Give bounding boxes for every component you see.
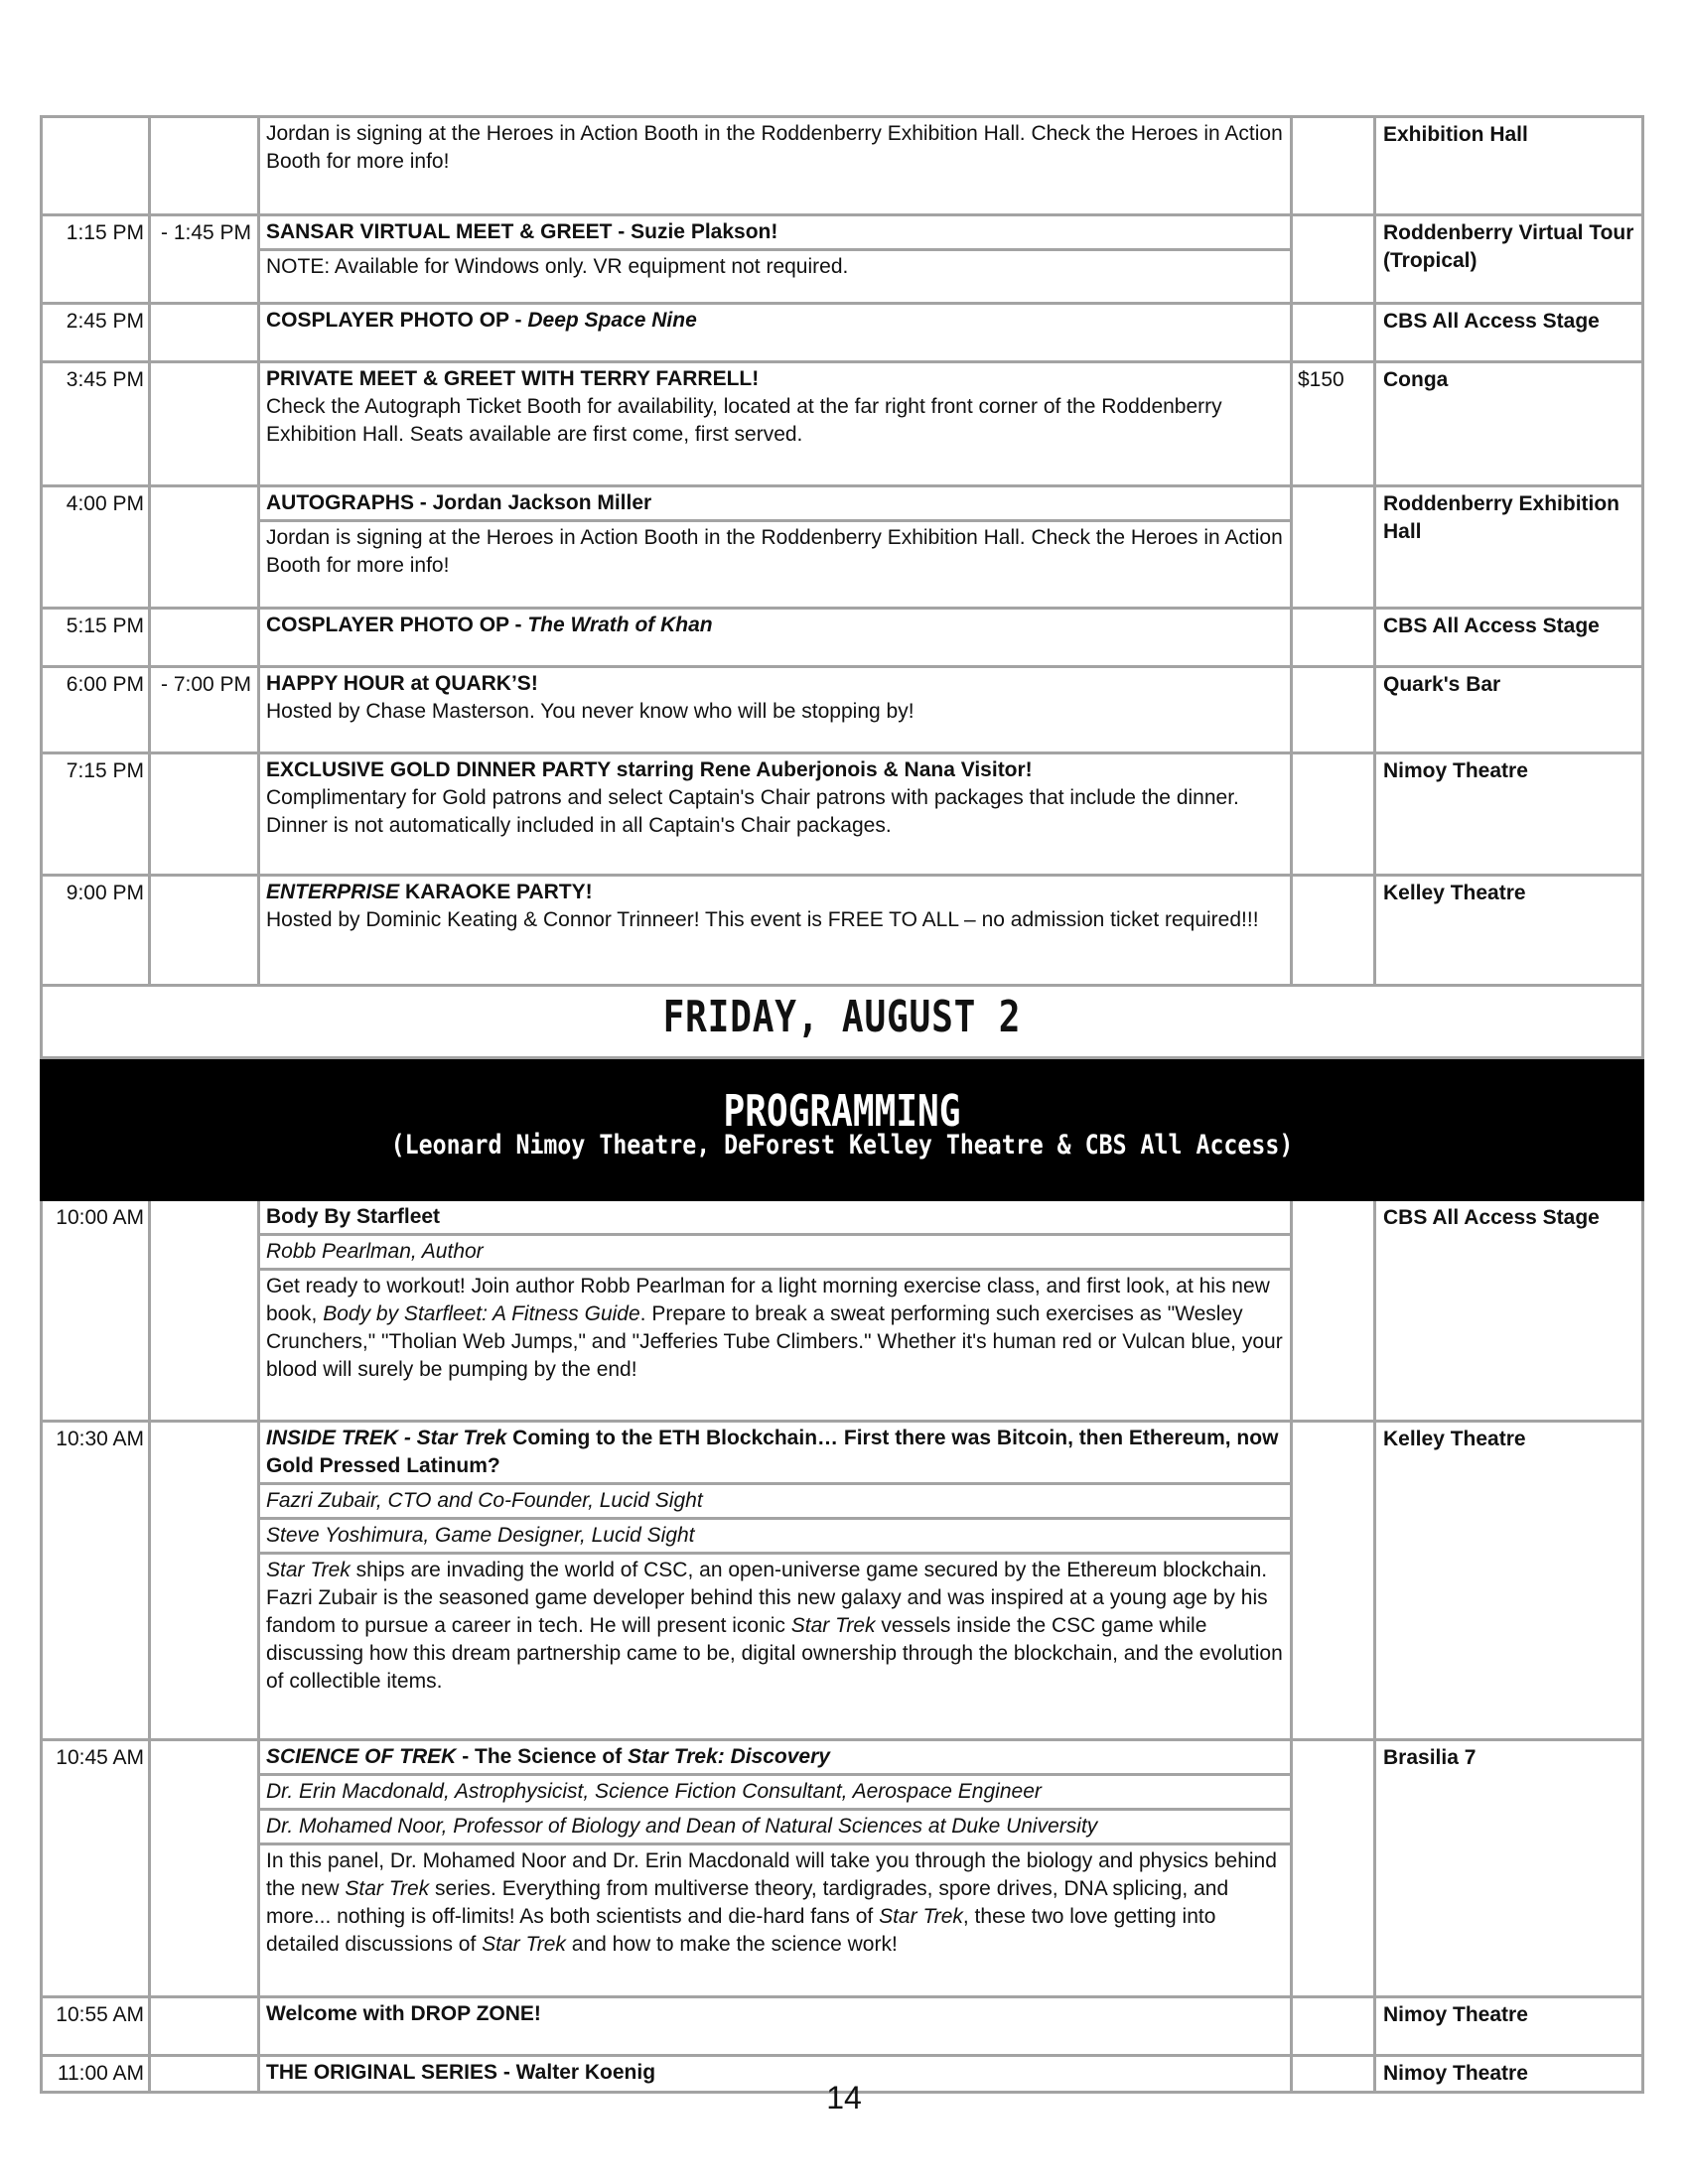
event-cell [259, 486, 1292, 609]
table-row [42, 215, 1643, 304]
day-heading: FRIDAY, AUGUST 2 [662, 992, 1022, 1042]
event-cell [259, 753, 1292, 876]
event-title: AUTOGRAPHS - Jordan Jackson Miller [260, 487, 1290, 522]
event-title: COSPLAYER PHOTO OP - The Wrath of Khan [266, 614, 713, 636]
price [1292, 1997, 1375, 2056]
end-time [150, 486, 259, 609]
table-row [42, 1997, 1643, 2056]
location: Roddenberry Virtual Tour (Tropical) [1375, 215, 1643, 304]
table-row [42, 667, 1643, 753]
start-time: 10:00 AM [42, 1200, 150, 1422]
table-row [42, 486, 1643, 609]
location: Kelley Theatre [1375, 876, 1643, 986]
start-time: 4:00 PM [42, 486, 150, 609]
friday-programming-rows [42, 1200, 1643, 2093]
event-cell [259, 117, 1292, 215]
event-cell [259, 304, 1292, 362]
speaker-line: Robb Pearlman, Author [260, 1236, 1290, 1271]
price [1292, 753, 1375, 876]
location: CBS All Access Stage [1375, 609, 1643, 667]
price [1292, 667, 1375, 753]
location: Exhibition Hall [1375, 117, 1643, 215]
end-time: - 7:00 PM [150, 667, 259, 753]
end-time [150, 1997, 259, 2056]
price [1292, 1422, 1375, 1740]
event-title: Body By Starfleet [260, 1201, 1290, 1236]
event-cell [259, 1997, 1292, 2056]
end-time: - 1:45 PM [150, 215, 259, 304]
start-time: 6:00 PM [42, 667, 150, 753]
event-cell [259, 362, 1292, 486]
price: $150 [1292, 362, 1375, 486]
location: Nimoy Theatre [1375, 2056, 1643, 2093]
price [1292, 609, 1375, 667]
location: Brasilia 7 [1375, 1740, 1643, 1997]
programming-subheading: (Leonard Nimoy Theatre, DeForest Kelley Theatre & CBS All Access) [390, 1130, 1294, 1160]
start-time: 9:00 PM [42, 876, 150, 986]
table-row [42, 1422, 1643, 1740]
event-cell [259, 1422, 1292, 1740]
event-cell [259, 1200, 1292, 1422]
end-time [150, 753, 259, 876]
location: CBS All Access Stage [1375, 1200, 1643, 1422]
event-description: Jordan is signing at the Heroes in Action Booth in the Roddenberry Exhibition Hall. Check the Heroes in Action Booth for more info! [266, 122, 1283, 173]
event-description: Get ready to workout! Join author Robb Pearlman for a light morning exercise class, and first look, at his new book, Body by Starfleet: A Fitness Guide. Prepare to break a sweat performing such exercises as "Wesley Crunchers," "Tholian Web Jumps," and "Jefferies Tube Climbers." Whether it's human red or Vulcan blue, your blood will surely be pumping by the end! [266, 1275, 1283, 1381]
day-heading-cell [42, 986, 1643, 1058]
event-cell [259, 609, 1292, 667]
price [1292, 117, 1375, 215]
event-cell [259, 1740, 1292, 1997]
event-description: In this panel, Dr. Mohamed Noor and Dr. Erin Macdonald will take you through the biology and physics behind the new Star Trek series. Everything from multiverse theory, tardigrades, spore drives, DNA splicing, and more... nothing is off-limits! As both scientists and die-hard fans of Star Trek, these two love getting into detailed discussions of Star Trek and how to make the science work! [266, 1849, 1277, 1956]
end-time [150, 1422, 259, 1740]
schedule-page [40, 115, 1641, 2094]
price [1292, 1200, 1375, 1422]
event-cell [259, 667, 1292, 753]
event-title: SANSAR VIRTUAL MEET & GREET - Suzie Plakson! [260, 216, 1290, 251]
start-time: 10:55 AM [42, 1997, 150, 2056]
end-time [150, 1200, 259, 1422]
event-description: EXCLUSIVE GOLD DINNER PARTY starring Rene Auberjonois & Nana Visitor! Complimentary for Gold patrons and select Captain's Chair patrons with packages that include the dinner. Dinner is not automatically included in all Captain's Chair packages. [266, 758, 1239, 837]
programming-heading: PROGRAMMING [723, 1086, 961, 1137]
speaker-line: Fazri Zubair, CTO and Co-Founder, Lucid Sight [260, 1485, 1290, 1520]
end-time [150, 1740, 259, 1997]
price [1292, 1740, 1375, 1997]
table-row [42, 753, 1643, 876]
event-title: INSIDE TREK - Star Trek Coming to the ETH Blockchain… First there was Bitcoin, then Ethereum, now Gold Pressed Latinum? [260, 1423, 1290, 1485]
table-row [42, 1740, 1643, 1997]
event-description: HAPPY HOUR at QUARK’S! Hosted by Chase Masterson. You never know who will be stopping by! [266, 672, 914, 723]
event-title: THE ORIGINAL SERIES - Walter Koenig [266, 2061, 656, 2084]
event-cell [259, 215, 1292, 304]
location: Nimoy Theatre [1375, 1997, 1643, 2056]
price [1292, 486, 1375, 609]
programming-banner [42, 1058, 1643, 1200]
event-description: ENTERPRISE KARAOKE PARTY! Hosted by Dominic Keating & Connor Trinneer! This event is FREE TO ALL – no admission ticket required!!! [266, 881, 1259, 931]
table-row [42, 876, 1643, 986]
location: CBS All Access Stage [1375, 304, 1643, 362]
start-time: 2:45 PM [42, 304, 150, 362]
friday-header [42, 986, 1643, 1200]
start-time: 10:45 AM [42, 1740, 150, 1997]
end-time [150, 362, 259, 486]
event-description: PRIVATE MEET & GREET WITH TERRY FARRELL! Check the Autograph Ticket Booth for availability, located at the far right front corner of the Roddenberry Exhibition Hall. Seats available are first come, first served. [266, 367, 1222, 446]
thursday-evening-rows [42, 117, 1643, 986]
table-row [42, 362, 1643, 486]
event-description: Star Trek ships are invading the world of CSC, an open-universe game secured by the Ethereum blockchain. Fazri Zubair is the seasoned game developer behind this new galaxy and was inspired at a young age by his fandom to pursue a career in tech. He will present iconic Star Trek vessels inside the CSC game while discussing how this dream partnership came to be, digital ownership through the blockchain, and the evolution of collectible items. [266, 1559, 1283, 1693]
event-title: SCIENCE OF TREK - The Science of Star Trek: Discovery [260, 1741, 1290, 1776]
end-time [150, 117, 259, 215]
price [1292, 304, 1375, 362]
table-row [42, 304, 1643, 362]
page-number: 14 [826, 2080, 862, 2116]
table-row [42, 609, 1643, 667]
speaker-line: Steve Yoshimura, Game Designer, Lucid Sight [260, 1520, 1290, 1555]
end-time [150, 304, 259, 362]
start-time: 1:15 PM [42, 215, 150, 304]
event-title: Welcome with DROP ZONE! [266, 2002, 541, 2025]
event-description: NOTE: Available for Windows only. VR equipment not required. [266, 255, 849, 278]
location: Quark's Bar [1375, 667, 1643, 753]
event-cell [259, 876, 1292, 986]
start-time: 3:45 PM [42, 362, 150, 486]
start-time: 7:15 PM [42, 753, 150, 876]
end-time [150, 609, 259, 667]
speaker-line: Dr. Mohamed Noor, Professor of Biology and Dean of Natural Sciences at Duke University [260, 1811, 1290, 1845]
start-time: 10:30 AM [42, 1422, 150, 1740]
schedule-table [40, 115, 1644, 2094]
start-time: 5:15 PM [42, 609, 150, 667]
speaker-line: Dr. Erin Macdonald, Astrophysicist, Science Fiction Consultant, Aerospace Engineer [260, 1776, 1290, 1811]
event-description: Jordan is signing at the Heroes in Action Booth in the Roddenberry Exhibition Hall. Check the Heroes in Action Booth for more info! [266, 526, 1283, 577]
location: Conga [1375, 362, 1643, 486]
location: Kelley Theatre [1375, 1422, 1643, 1740]
table-row [42, 117, 1643, 215]
start-time [42, 117, 150, 215]
location: Nimoy Theatre [1375, 753, 1643, 876]
table-row [42, 1200, 1643, 1422]
price [1292, 876, 1375, 986]
end-time [150, 876, 259, 986]
start-time: 11:00 AM [42, 2056, 150, 2093]
location: Roddenberry Exhibition Hall [1375, 486, 1643, 609]
price [1292, 215, 1375, 304]
event-title: COSPLAYER PHOTO OP - Deep Space Nine [266, 309, 697, 332]
